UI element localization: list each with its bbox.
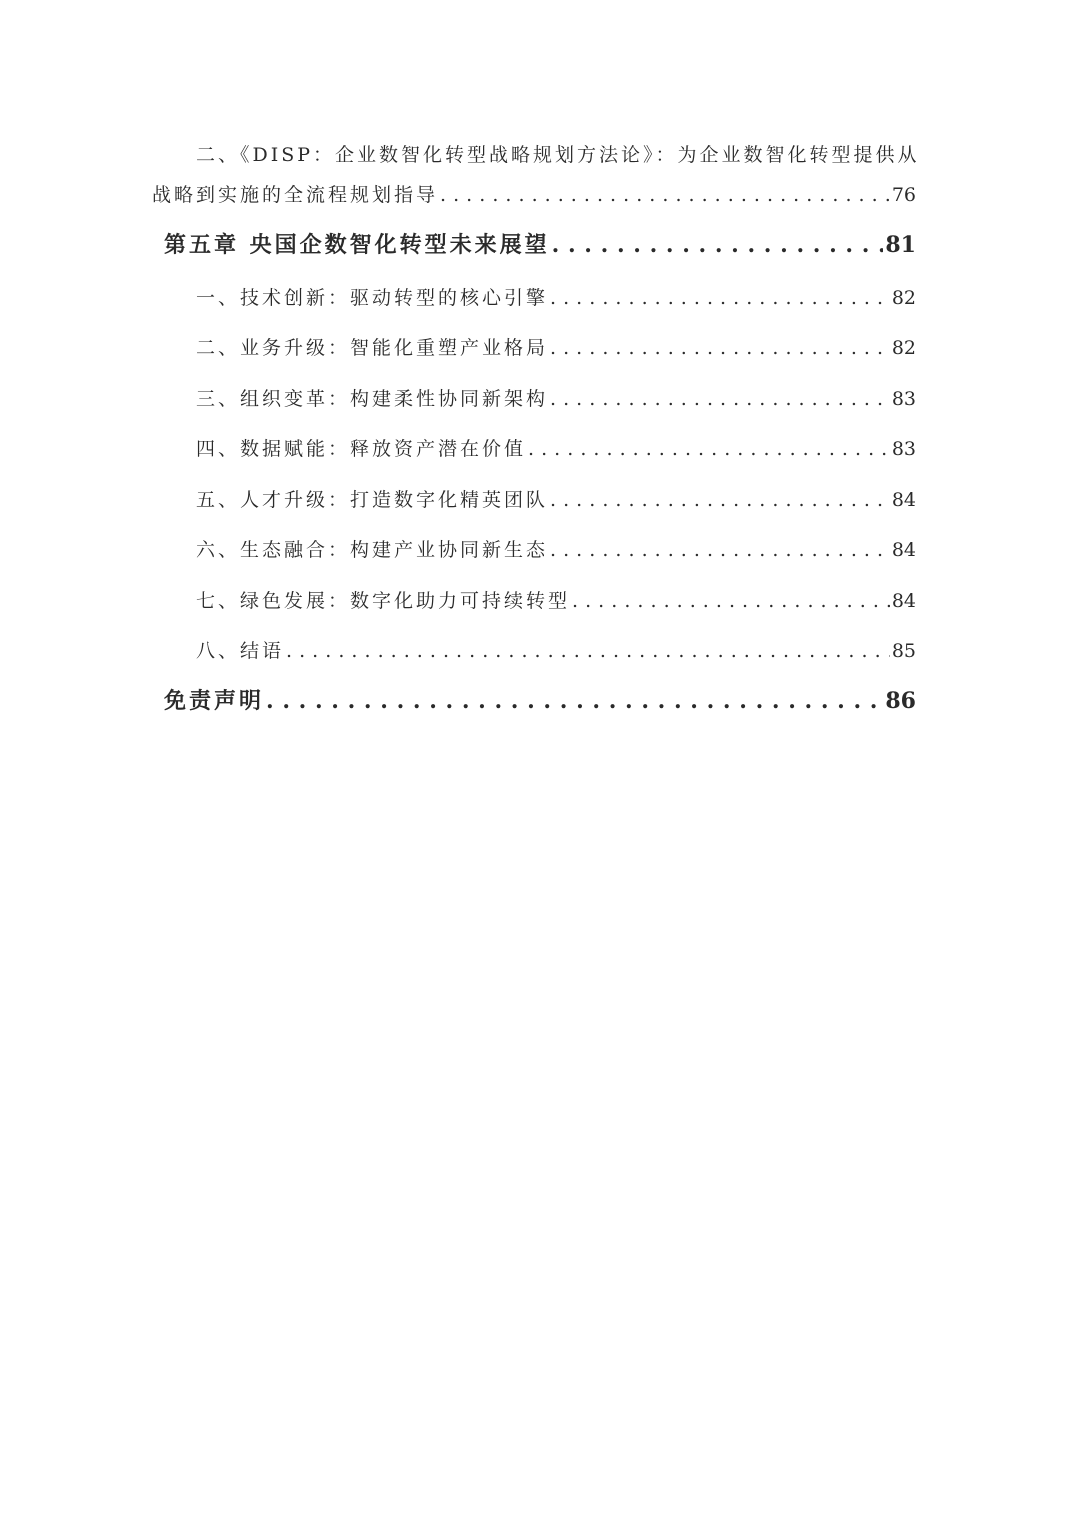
toc-entry-title: 战略到实施的全流程规划指导 [152, 184, 439, 206]
toc-page-number: 85 [891, 640, 916, 662]
toc-item-title: 七、绿色发展：数字化助力可持续转型 [196, 590, 571, 612]
toc-item [196, 586, 916, 613]
toc-page-number: 76 [891, 184, 916, 206]
toc-entry-disp-line2 [152, 180, 916, 207]
toc-chapter-title: 免责声明 [164, 688, 265, 714]
toc-item [196, 636, 916, 663]
toc-leader-dots [266, 688, 883, 714]
toc-item-title: 四、数据赋能：释放资产潜在价值 [196, 438, 527, 460]
toc-item-title: 八、结语 [196, 640, 285, 662]
toc-item [196, 434, 916, 461]
toc-leader-dots [552, 232, 884, 258]
toc-item [196, 535, 916, 562]
toc-page-number: 84 [891, 539, 916, 561]
toc-item-title: 六、生态融合：构建产业协同新生态 [196, 539, 549, 561]
toc-page-number: 86 [885, 688, 916, 714]
toc-page-number: 81 [885, 232, 916, 258]
toc-item-title: 五、人才升级：打造数字化精英团队 [196, 489, 549, 511]
toc-chapter-title: 第五章 央国企数智化转型未来展望 [164, 232, 550, 258]
toc-disclaimer [164, 684, 916, 715]
toc-chapter-5 [164, 228, 916, 259]
toc-entry-disp-line1: 二、《DISP：企业数智化转型战略规划方法论》：为企业数智化转型提供从 [196, 144, 920, 166]
toc-page-number: 82 [891, 337, 916, 359]
toc-item-title: 二、业务升级：智能化重塑产业格局 [196, 337, 549, 359]
toc-page-number: 83 [891, 438, 916, 460]
toc-item [196, 333, 916, 360]
toc-item [196, 485, 916, 512]
toc-page-number: 84 [891, 489, 916, 511]
toc-leader-dots [572, 590, 890, 612]
toc-leader-dots [440, 184, 890, 206]
toc-leader-dots [550, 539, 890, 561]
toc-item [196, 283, 916, 310]
toc-leader-dots [550, 287, 890, 309]
toc-leader-dots [550, 337, 890, 359]
toc-page-number: 83 [891, 388, 916, 410]
toc-item-title: 三、组织变革：构建柔性协同新架构 [196, 388, 549, 410]
toc-page-number: 84 [891, 590, 916, 612]
toc-item-title: 一、技术创新：驱动转型的核心引擎 [196, 287, 549, 309]
toc-leader-dots [550, 388, 890, 410]
toc-leader-dots [286, 640, 890, 662]
toc-leader-dots [528, 438, 890, 460]
toc-leader-dots [550, 489, 890, 511]
toc-item [196, 384, 916, 411]
toc-page-number: 82 [891, 287, 916, 309]
